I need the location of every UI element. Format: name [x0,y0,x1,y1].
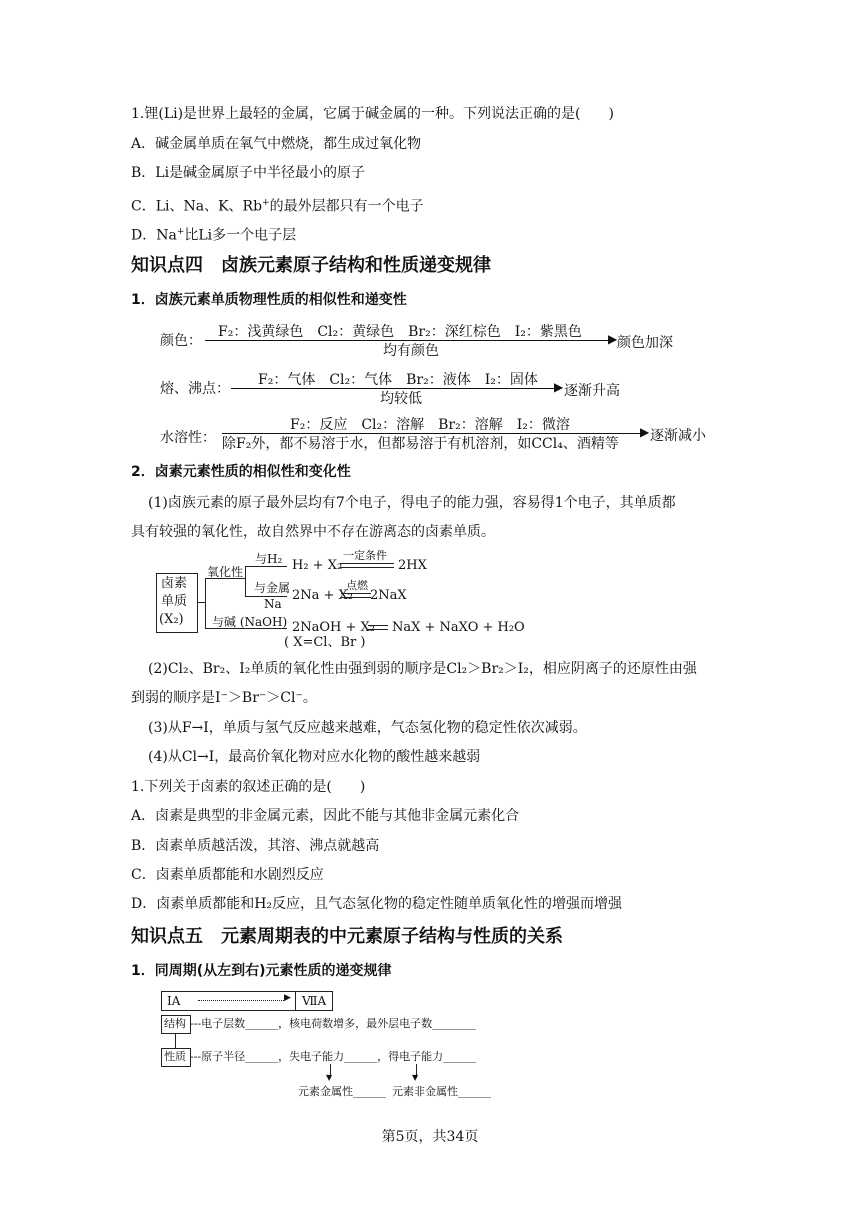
melt-result: 逐渐升高 [564,383,620,399]
paragraph: 到弱的顺序是I⁻＞Br⁻＞Cl⁻。 [131,690,317,706]
metal-product: 2NaX [370,588,407,603]
oxidation-label: 氧化性 [207,565,244,579]
metal-label: Na [264,597,282,611]
color-label: 颜色： [160,333,202,349]
color-top-text: F₂：浅黄绿色 Cl₂：黄绿色 Br₂：深红棕色 I₂：紫黑色 [218,324,582,340]
question-stem: 1.下列关于卤素的叙述正确的是( ) [131,779,366,795]
group-ia: ⅠA [167,994,181,1008]
arrow-down-icon: ▼ [412,1073,419,1082]
metal-reactants: 2Na + X₂ [292,588,354,603]
arrow-head-icon: ▶ [554,380,564,394]
base-reactants: 2NaOH + X₂ [292,620,376,635]
base-label: 与碱 (NaOH) [212,615,288,629]
connector-line [197,602,205,603]
option-b: B．卤素单质越活泼，其溶、沸点就越高 [131,838,380,854]
base-products: NaX + NaXO + H₂O [392,620,525,635]
subsection-title: 1．卤族元素单质物理性质的相似性和递变性 [131,292,407,308]
dotted-arrow-line [198,1000,284,1001]
arrow-head-icon: ▶ [608,332,618,346]
melt-label: 熔、沸点： [160,381,230,397]
subsection-title: 1．同周期(从左到右)元素性质的递变规律 [131,963,392,979]
metallic-text: 元素金属性______ [298,1085,386,1098]
equals-sign [341,593,371,598]
box-text: 卤素 [161,576,188,591]
arrow-down-icon: ▼ [326,1073,333,1082]
paragraph: (1)卤族元素的原子最外层均有7个电子，得电子的能力强，容易得1个电子，其单质都 [148,495,676,511]
connector-line [245,566,246,596]
color-bottom-text: 均有颜色 [383,343,439,359]
structure-text: ---电子层数______，核电荷数增多，最外层电子数________ [190,1017,477,1030]
color-result: 颜色加深 [617,335,673,351]
box-text: (X₂) [159,612,184,627]
connector-line [205,578,206,628]
section-title: 知识点五 元素周期表的中元素原子结构与性质的关系 [131,926,563,947]
subsection-title: 2．卤素元素性质的相似性和变化性 [131,464,351,480]
option-d: D．卤素单质都能和H₂反应，且气态氢化物的稳定性随单质氧化性的增强而增强 [131,896,623,912]
connector-line [175,1033,176,1048]
paragraph: (4)从Cl→I，最高价氧化物对应水化物的酸性越来越弱 [148,749,481,765]
water-result: 逐渐减小 [650,428,706,444]
h2-condition: 一定条件 [343,549,387,562]
water-bottom-text: 除F₂外，都不易溶于水，但都易溶于有机溶剂，如CCl₄、酒精等 [222,436,619,452]
option-a: A．卤素是典型的非金属元素，因此不能与其他非金属元素化合 [131,808,520,824]
page-footer: 第5页，共34页 [381,1129,479,1145]
arrow-head-icon: ▶ [284,993,291,1003]
h2-product: 2HX [398,558,427,573]
nonmetallic-text: 元素非金属性______ [392,1085,491,1098]
option-a: A．碱金属单质在氧气中燃烧，都生成过氧化物 [131,136,422,152]
option-c: C．Li、Na、K、Rb+的最外层都只有一个电子 [131,198,424,215]
equals-sign [340,563,394,568]
metal-label: 与金属 [254,581,291,595]
section-title: 知识点四 卤族元素原子结构和性质递变规律 [131,255,491,276]
equals-sign [368,625,388,630]
water-top-text: F₂：反应 Cl₂：溶解 Br₂：溶解 I₂：微溶 [290,417,570,433]
melt-top-text: F₂：气体 Cl₂：气体 Br₂：液体 I₂：固体 [258,372,538,388]
paragraph: 具有较强的氧化性，故自然界中不存在游离态的卤素单质。 [131,524,495,540]
paragraph: (2)Cl₂、Br₂、I₂单质的氧化性由强到弱的顺序是Cl₂＞Br₂＞I₂，相应阴离子的还原性由强 [148,661,697,677]
structure-label: 结构 [164,1017,186,1030]
option-d: D．Na+比Li多一个电子层 [131,227,297,244]
option-c: C．卤素单质都能和水剧烈反应 [131,867,324,883]
option-b: B．Li是碱金属原子中半径最小的原子 [131,165,366,181]
property-text: ---原子半径______，失电子能力______，得电子能力______ [190,1050,477,1063]
group-viia: ⅦA [302,994,327,1008]
property-label: 性质 [164,1050,186,1063]
arrow-head-icon: ▶ [640,425,650,439]
connector-line [245,566,287,567]
box-text: 单质 [161,594,188,609]
paragraph: (3)从F→I，单质与氢气反应越来越难，气态氢化物的稳定性依次减弱。 [148,720,587,736]
base-note: ( X=Cl、Br ) [284,635,366,650]
melt-bottom-text: 均较低 [380,391,422,407]
h2-label: 与H₂ [255,552,283,566]
question-stem: 1.锂(Li)是世界上最轻的金属，它属于碱金属的一种。下列说法正确的是( ) [131,106,614,122]
metal-condition: 点燃 [346,579,368,592]
h2-reactants: H₂ + X₂ [292,558,343,573]
divider [295,991,296,1010]
water-label: 水溶性： [160,430,216,446]
